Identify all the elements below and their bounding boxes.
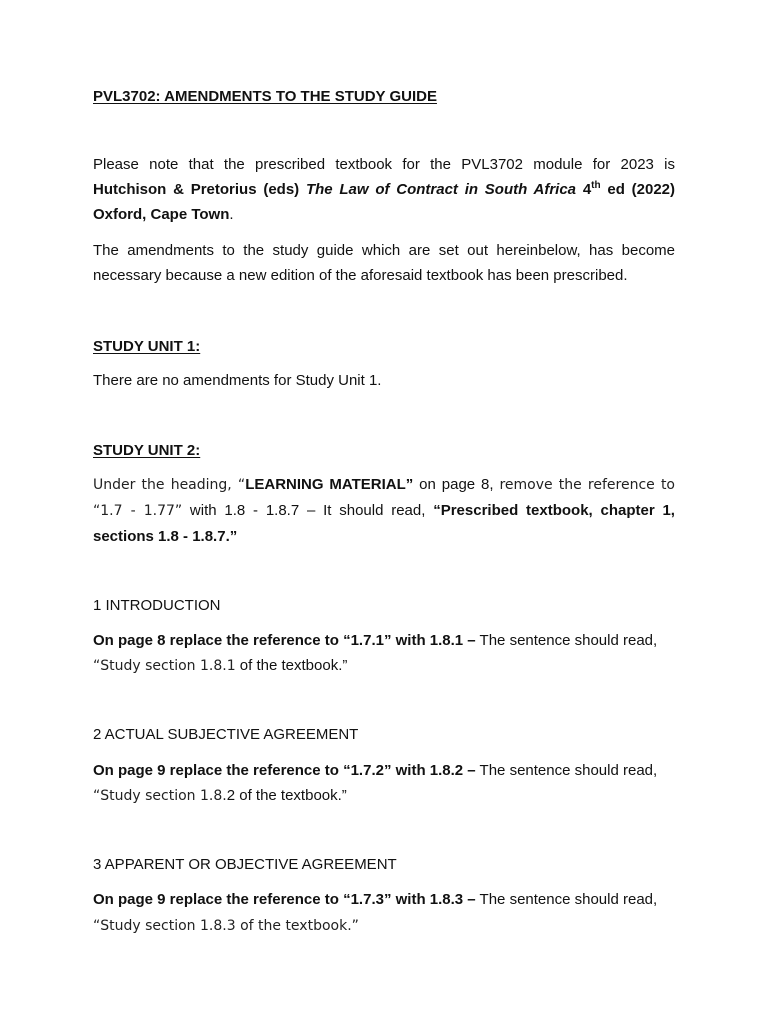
section-2-quote-start: “Study section 1.8. <box>93 788 227 804</box>
study-unit-1-heading: STUDY UNIT 1: <box>93 338 201 355</box>
lm-replace: with 1.8 - 1.8.7 – It should read, <box>182 502 434 519</box>
section-3-quote-start: “Study section 1.8.3 of the textbook.” <box>93 918 359 934</box>
textbook-edition-suffix: th <box>591 180 601 191</box>
lm-page: on page 8, <box>413 476 500 493</box>
textbook-publisher: Oxford, Cape Town <box>93 206 230 223</box>
section-1-quote-start: “Study section 1.8.1 <box>93 658 236 674</box>
lm-intro: Under the heading, “ <box>93 477 246 493</box>
section-3-heading: 3 APPARENT OR OBJECTIVE AGREEMENT <box>93 856 397 873</box>
section-1-quote-end: of the textbook.” <box>235 657 348 674</box>
section-1-quote <box>93 653 675 679</box>
section-1-instruction-rest: The sentence should read, <box>475 632 658 649</box>
study-unit-2-heading: STUDY UNIT 2: <box>93 442 201 459</box>
section-1-heading: 1 INTRODUCTION <box>93 597 221 614</box>
intro-paragraph-2: The amendments to the study guide which are set out hereinbelow, has become necessary because a new edition of the aforesaid textbook has been prescribed. <box>93 242 675 284</box>
section-2-instruction-rest: The sentence should read, <box>475 762 658 779</box>
section-2-quote-end: 2 of the textbook.” <box>226 787 347 804</box>
learning-material-paragraph <box>93 472 675 549</box>
section-2-instruction: On page 9 replace the reference to “1.7.2” with 1.8.2 – <box>93 762 476 779</box>
section-3-instruction-rest: The sentence should read, <box>475 891 658 908</box>
textbook-authors: Hutchison & Pretorius (eds) <box>93 181 300 198</box>
lm-remove-ref: remove the reference to “1.7 - 1.77” <box>93 477 675 519</box>
section-1-paragraph <box>93 628 675 653</box>
lm-should-read: “Prescribed textbook, chapter 1, sections 1.8 - 1.8.7.” <box>93 502 675 545</box>
lm-heading-ref: LEARNING MATERIAL” <box>245 476 414 493</box>
intro-end: . <box>229 206 234 223</box>
section-3-quote <box>93 913 675 939</box>
textbook-edition-number: 4 <box>582 181 592 198</box>
intro-paragraph-1 <box>93 152 675 227</box>
section-1-instruction: On page 8 replace the reference to “1.7.1” with 1.8.1 – <box>93 632 476 649</box>
document-title: PVL3702: AMENDMENTS TO THE STUDY GUIDE <box>93 88 437 105</box>
section-3-instruction: On page 9 replace the reference to “1.7.3” with 1.8.3 – <box>93 891 476 908</box>
study-unit-1-text: There are no amendments for Study Unit 1. <box>93 372 382 389</box>
textbook-title: The Law of Contract in South Africa <box>305 181 577 198</box>
intro-text: Please note that the prescribed textbook for the PVL3702 module for 2023 is <box>93 156 675 173</box>
section-2-heading: 2 ACTUAL SUBJECTIVE AGREEMENT <box>93 726 359 743</box>
section-3-paragraph <box>93 887 675 912</box>
section-2-paragraph <box>93 758 675 783</box>
textbook-edition-year: ed (2022) <box>607 181 676 198</box>
section-2-quote <box>93 783 675 809</box>
